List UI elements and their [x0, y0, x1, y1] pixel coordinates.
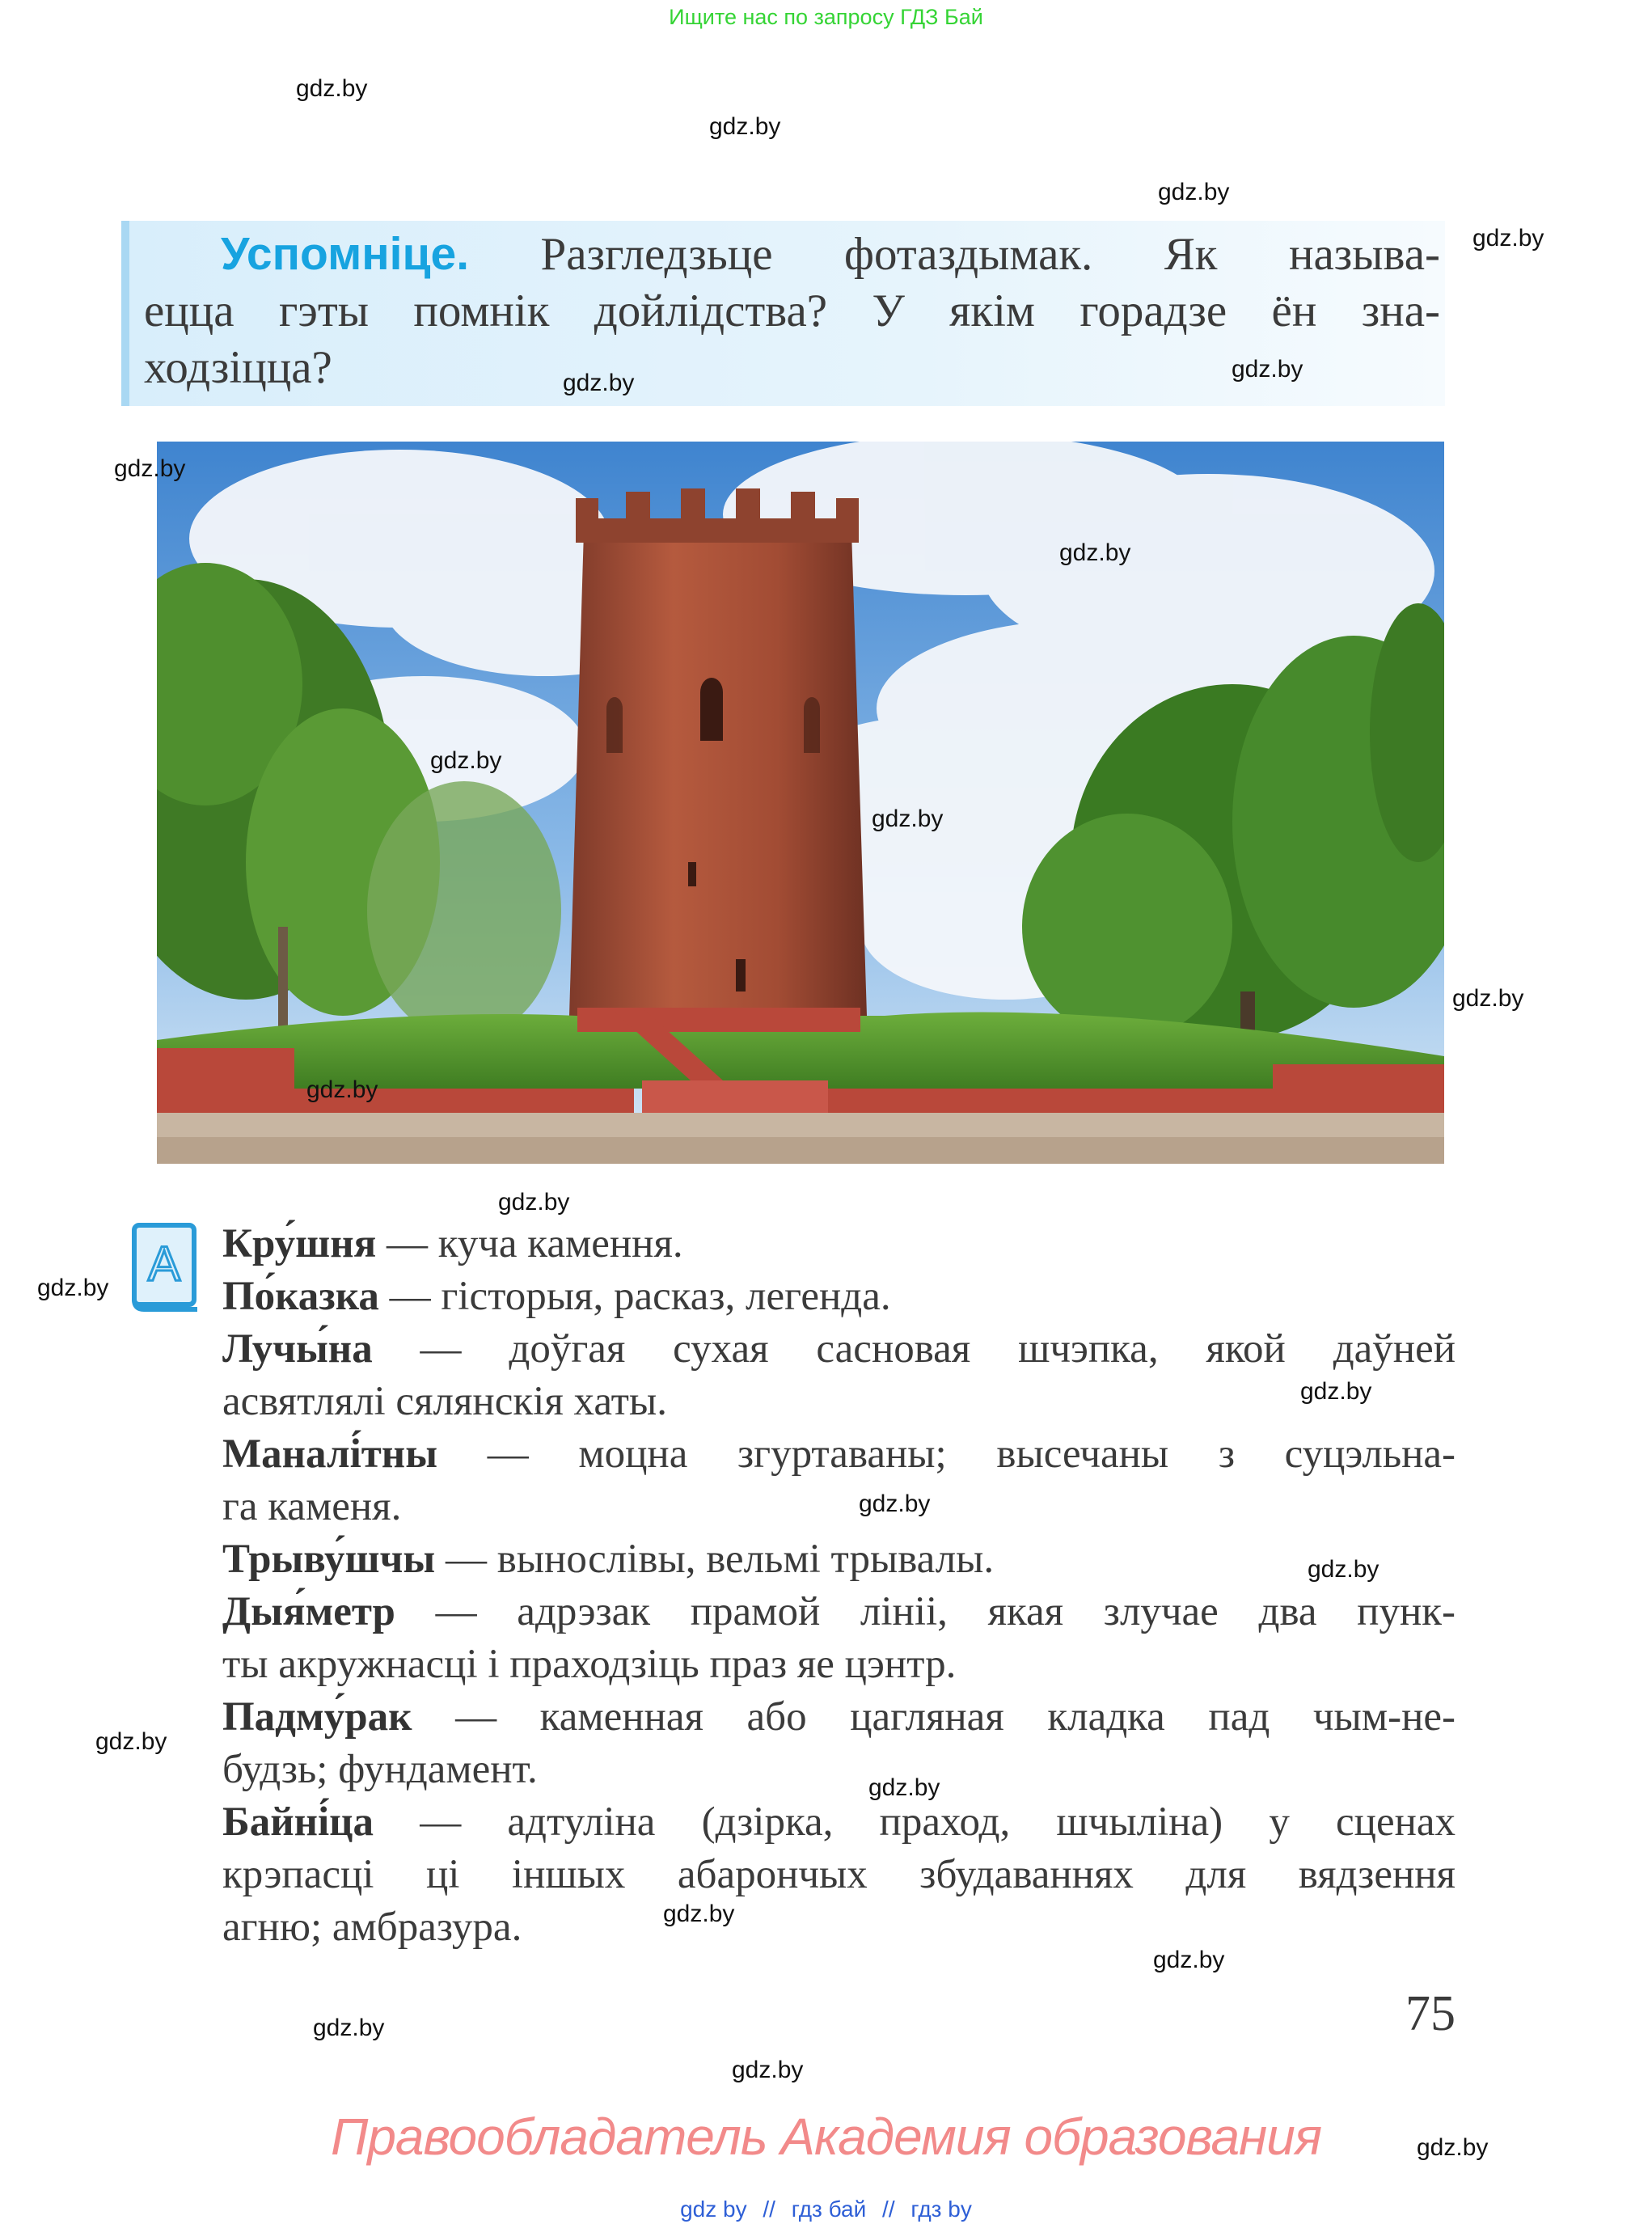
- watermark-text: gdz.by: [1300, 1378, 1372, 1405]
- vocabulary-entry-line: [222, 1849, 1456, 1901]
- footer-separator: //: [882, 2197, 895, 2222]
- vocabulary-term: Маналі́тны: [222, 1431, 438, 1477]
- vocabulary-entry-line: [222, 1744, 538, 1796]
- vocabulary-definition: — доўгая сухая сасновая шчэпка, якой даўней: [420, 1326, 1456, 1372]
- footer-separator: //: [763, 2197, 775, 2222]
- vocabulary-definition: — вынослівы, вельмі трывалы.: [445, 1537, 995, 1582]
- question-line-text: Разгледзьце фотаздымак. Як называ-: [540, 229, 1440, 280]
- vocabulary-entry-line: [222, 1323, 1456, 1376]
- vocabulary-term: Лучы́на: [222, 1326, 373, 1372]
- watermark-text: gdz.by: [1059, 539, 1131, 566]
- watermark-text: gdz.by: [732, 2057, 804, 2083]
- watermark-text: gdz.by: [663, 1901, 735, 1927]
- vocabulary-term: Кру́шня: [222, 1221, 377, 1266]
- watermark-text: gdz.by: [306, 1076, 378, 1103]
- watermark-text: gdz.by: [114, 455, 186, 482]
- search-hint-banner: Ищите нас по запросу ГДЗ Бай: [669, 5, 983, 29]
- vocabulary-entry-line: [222, 1796, 1456, 1849]
- question-line: [144, 226, 1440, 283]
- vocabulary-term: Байні́ца: [222, 1799, 374, 1845]
- vocabulary-definition: асвятлялі сялянскія хаты.: [222, 1379, 667, 1424]
- watermark-text: gdz.by: [872, 805, 944, 832]
- footer-links: [0, 2197, 1652, 2222]
- vocabulary-definition: — адрэзак прамой лініі, якая злучае два пунк-: [435, 1589, 1456, 1634]
- tower: [569, 488, 867, 1016]
- footer-link-gdz-bai[interactable]: гдз бай: [791, 2197, 867, 2222]
- watermark-text: gdz.by: [430, 747, 502, 774]
- vocabulary-entry-line: [222, 1691, 1456, 1744]
- vocabulary-entry-line: [222, 1586, 1456, 1638]
- footer-link-gdz-by[interactable]: gdz by: [680, 2197, 747, 2222]
- watermark-text: gdz.by: [1308, 1556, 1379, 1583]
- vocabulary-entry-line: [222, 1533, 994, 1586]
- vocabulary-definition: — каменная або цагляная кладка пад чым-не-: [455, 1694, 1456, 1740]
- watermark-text: gdz.by: [709, 113, 781, 140]
- vocabulary-entry-line: [222, 1218, 683, 1271]
- watermark-text: gdz.by: [95, 1728, 167, 1755]
- watermark-text: gdz.by: [868, 1774, 940, 1801]
- watermark-text: gdz.by: [296, 75, 368, 102]
- vocabulary-definition: будзь; фундамент.: [222, 1747, 538, 1792]
- footer-link-gdz-by-cyr[interactable]: гдз by: [911, 2197, 972, 2222]
- vocabulary-entry-line: [222, 1428, 1456, 1481]
- watermark-text: gdz.by: [1452, 985, 1524, 1012]
- question-line: ецца гэты помнік дойлідства? У якім горадзе ён зна-: [144, 285, 1440, 336]
- rights-holder-notice: Правообладатель Академия образования: [330, 2108, 1322, 2166]
- vocabulary-entry-line: [222, 1638, 956, 1691]
- watermark-text: gdz.by: [498, 1189, 570, 1216]
- vocabulary-term: Трыву́шчы: [222, 1537, 436, 1582]
- vocabulary-definition: — адтуліна (дзірка, праход, шчыліна) у сценах: [420, 1799, 1456, 1845]
- dictionary-book-icon: [131, 1222, 200, 1313]
- watermark-text: gdz.by: [1417, 2134, 1489, 2161]
- watermark-text: gdz.by: [1472, 225, 1544, 252]
- vocabulary-definition: — гісторыя, расказ, легенда.: [389, 1274, 891, 1319]
- question-accent-bar: [121, 221, 129, 406]
- vocabulary-entry-line: [222, 1901, 522, 1954]
- tower-photo: [157, 442, 1444, 1164]
- watermark-text: gdz.by: [1158, 179, 1230, 205]
- vocabulary-term: Падму́рак: [222, 1694, 412, 1740]
- question-label: Успомніце.: [221, 228, 470, 280]
- vocabulary-term: Дыя́метр: [222, 1589, 395, 1634]
- page-number: 75: [1405, 1986, 1456, 2041]
- vocabulary-definition: — куча камення.: [386, 1221, 683, 1266]
- question-line: ходзіцца?: [144, 342, 332, 393]
- watermark-text: gdz.by: [313, 2015, 385, 2041]
- watermark-text: gdz.by: [1232, 356, 1303, 383]
- vocabulary-definition: га каменя.: [222, 1484, 402, 1529]
- watermark-text: gdz.by: [859, 1490, 931, 1517]
- vocabulary-list: [222, 1218, 1456, 1954]
- watermark-text: gdz.by: [563, 370, 635, 396]
- vocabulary-definition: — моцна згуртаваны; высечаны з суцэльна-: [487, 1431, 1456, 1477]
- vocabulary-definition: крэпасці ці іншых абарончых збудаваннях для вядзення: [222, 1852, 1456, 1897]
- vocabulary-entry-line: [222, 1376, 667, 1428]
- vocabulary-definition: агню; амбразура.: [222, 1905, 522, 1950]
- watermark-text: gdz.by: [37, 1275, 109, 1301]
- vocabulary-entry-line: [222, 1481, 401, 1533]
- vocabulary-definition: ты акружнасці і праходзіць праз яе цэнтр.: [222, 1642, 957, 1687]
- watermark-text: gdz.by: [1153, 1947, 1225, 1973]
- vocabulary-entry-line: [222, 1271, 891, 1323]
- dictionary-icon-letter: A: [147, 1237, 181, 1291]
- vocabulary-term: По́казка: [222, 1274, 379, 1319]
